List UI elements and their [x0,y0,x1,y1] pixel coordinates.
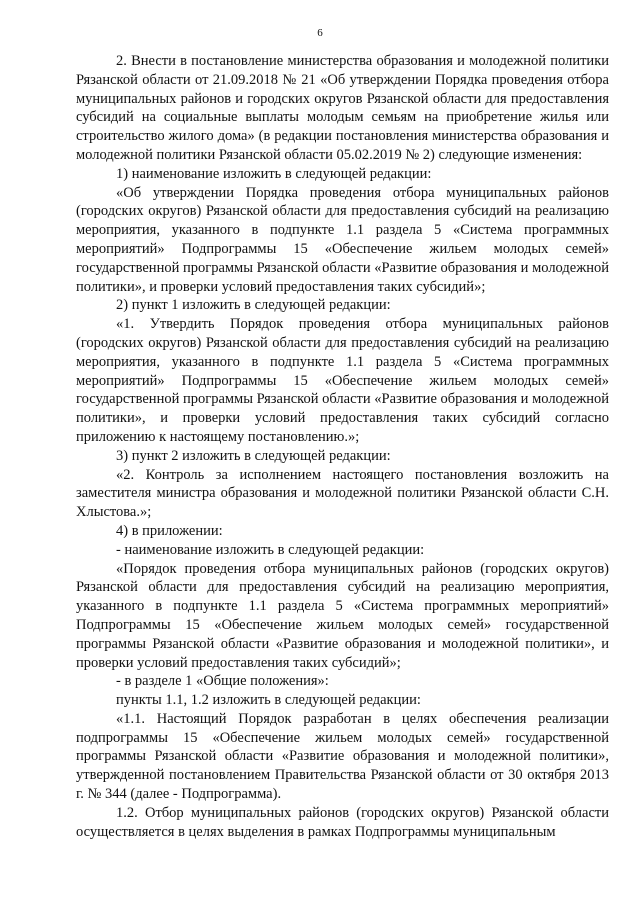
paragraph-quote-title: «Об утверждении Порядка проведения отбора муниципальных районов (городских округов) Рязанской области для предоставления субсидий на реализацию мероприятия, указанного в подпункте 1.1 раздела 5 «Система программных мероприятий» Подпрограммы 15 «Обеспечение жильем молодых семей» государственной программы Рязанской области «Развитие образования и молодежной политики», и проверки условий предоставления таких субсидий»; [76,184,609,295]
paragraph-subitem-1: 1) наименование изложить в следующей редакции: [116,165,432,182]
paragraph-subitem-2: 2) пункт 1 изложить в следующей редакции: [116,297,391,314]
paragraph-subitem-3: 3) пункт 2 изложить в следующей редакции: [116,447,391,464]
paragraph-quote-point-1: «1. Утвердить Порядок проведения отбора муниципальных районов (городских округов) Рязанской области для предоставления субсидий на реализацию мероприятия, указанного в подпункте 1.1 раздела 5 «Система программных мероприятий» Подпрограммы 15 «Обеспечение жильем молодых семей» государственной программы Рязанской области «Развитие образования и молодежной политики», и проверки условий предоставления таких субсидий согласно приложению к настоящему постановлению.»; [76,316,609,445]
paragraph-points-1-1-1-2: пункты 1.1, 1.2 изложить в следующей редакции: [116,692,421,709]
paragraph-naming: - наименование изложить в следующей редакции: [116,541,425,558]
paragraph-quote-point-2: «2. Контроль за исполнением настоящего постановления возложить на заместителя министра образования и молодежной политики Рязанской области С.Н. Хлыстова.»; [76,466,609,521]
paragraph-item-2: 2. Внести в постановление министерства образования и молодежной политики Рязанской области от 21.09.2018 № 21 «Об утверждении Порядка проведения отбора муниципальных районов и городских округов Рязанской области для предоставления субсидий на социальные выплаты молодым семьям на приобретение жилья или строительство жилого дома» (в редакции постановления министерства образования и молодежной политики Рязанской области 05.02.2019 № 2) следующие изменения: [76,53,609,163]
paragraph-subitem-4: 4) в приложении: [116,522,223,539]
paragraph-section-1: - в разделе 1 «Общие положения»: [116,673,329,690]
paragraph-quote-procedure: «Порядок проведения отбора муниципальных районов (городских округов) Рязанской области для предоставления субсидий на реализацию мероприятия, указанного в подпункте 1.1 раздела 5 «Система программных мероприятий» Подпрограммы 15 «Обеспечение жильем молодых семей» государственной программы Рязанской области «Развитие образования и молодежной политики», и проверки условий предоставления таких субсидий»; [76,560,609,671]
paragraph-point-1-2: 1.2. Отбор муниципальных районов (городских округов) Рязанской области осуществляется в целях выделения в рамках Подпрограммы муниципальным [76,804,609,840]
document-body [76,52,609,841]
page-number: 6 [317,27,323,39]
paragraph-point-1-1: «1.1. Настоящий Порядок разработан в целях обеспечения реализации подпрограммы 15 «Обеспечение жильем молодых семей» государственной программы Рязанской области «Развитие образования и молодежной политики», утвержденной постановлением Правительства Рязанской области от 30 октября 2013 г. № 344 (далее - Подпрограмма). [76,710,609,803]
